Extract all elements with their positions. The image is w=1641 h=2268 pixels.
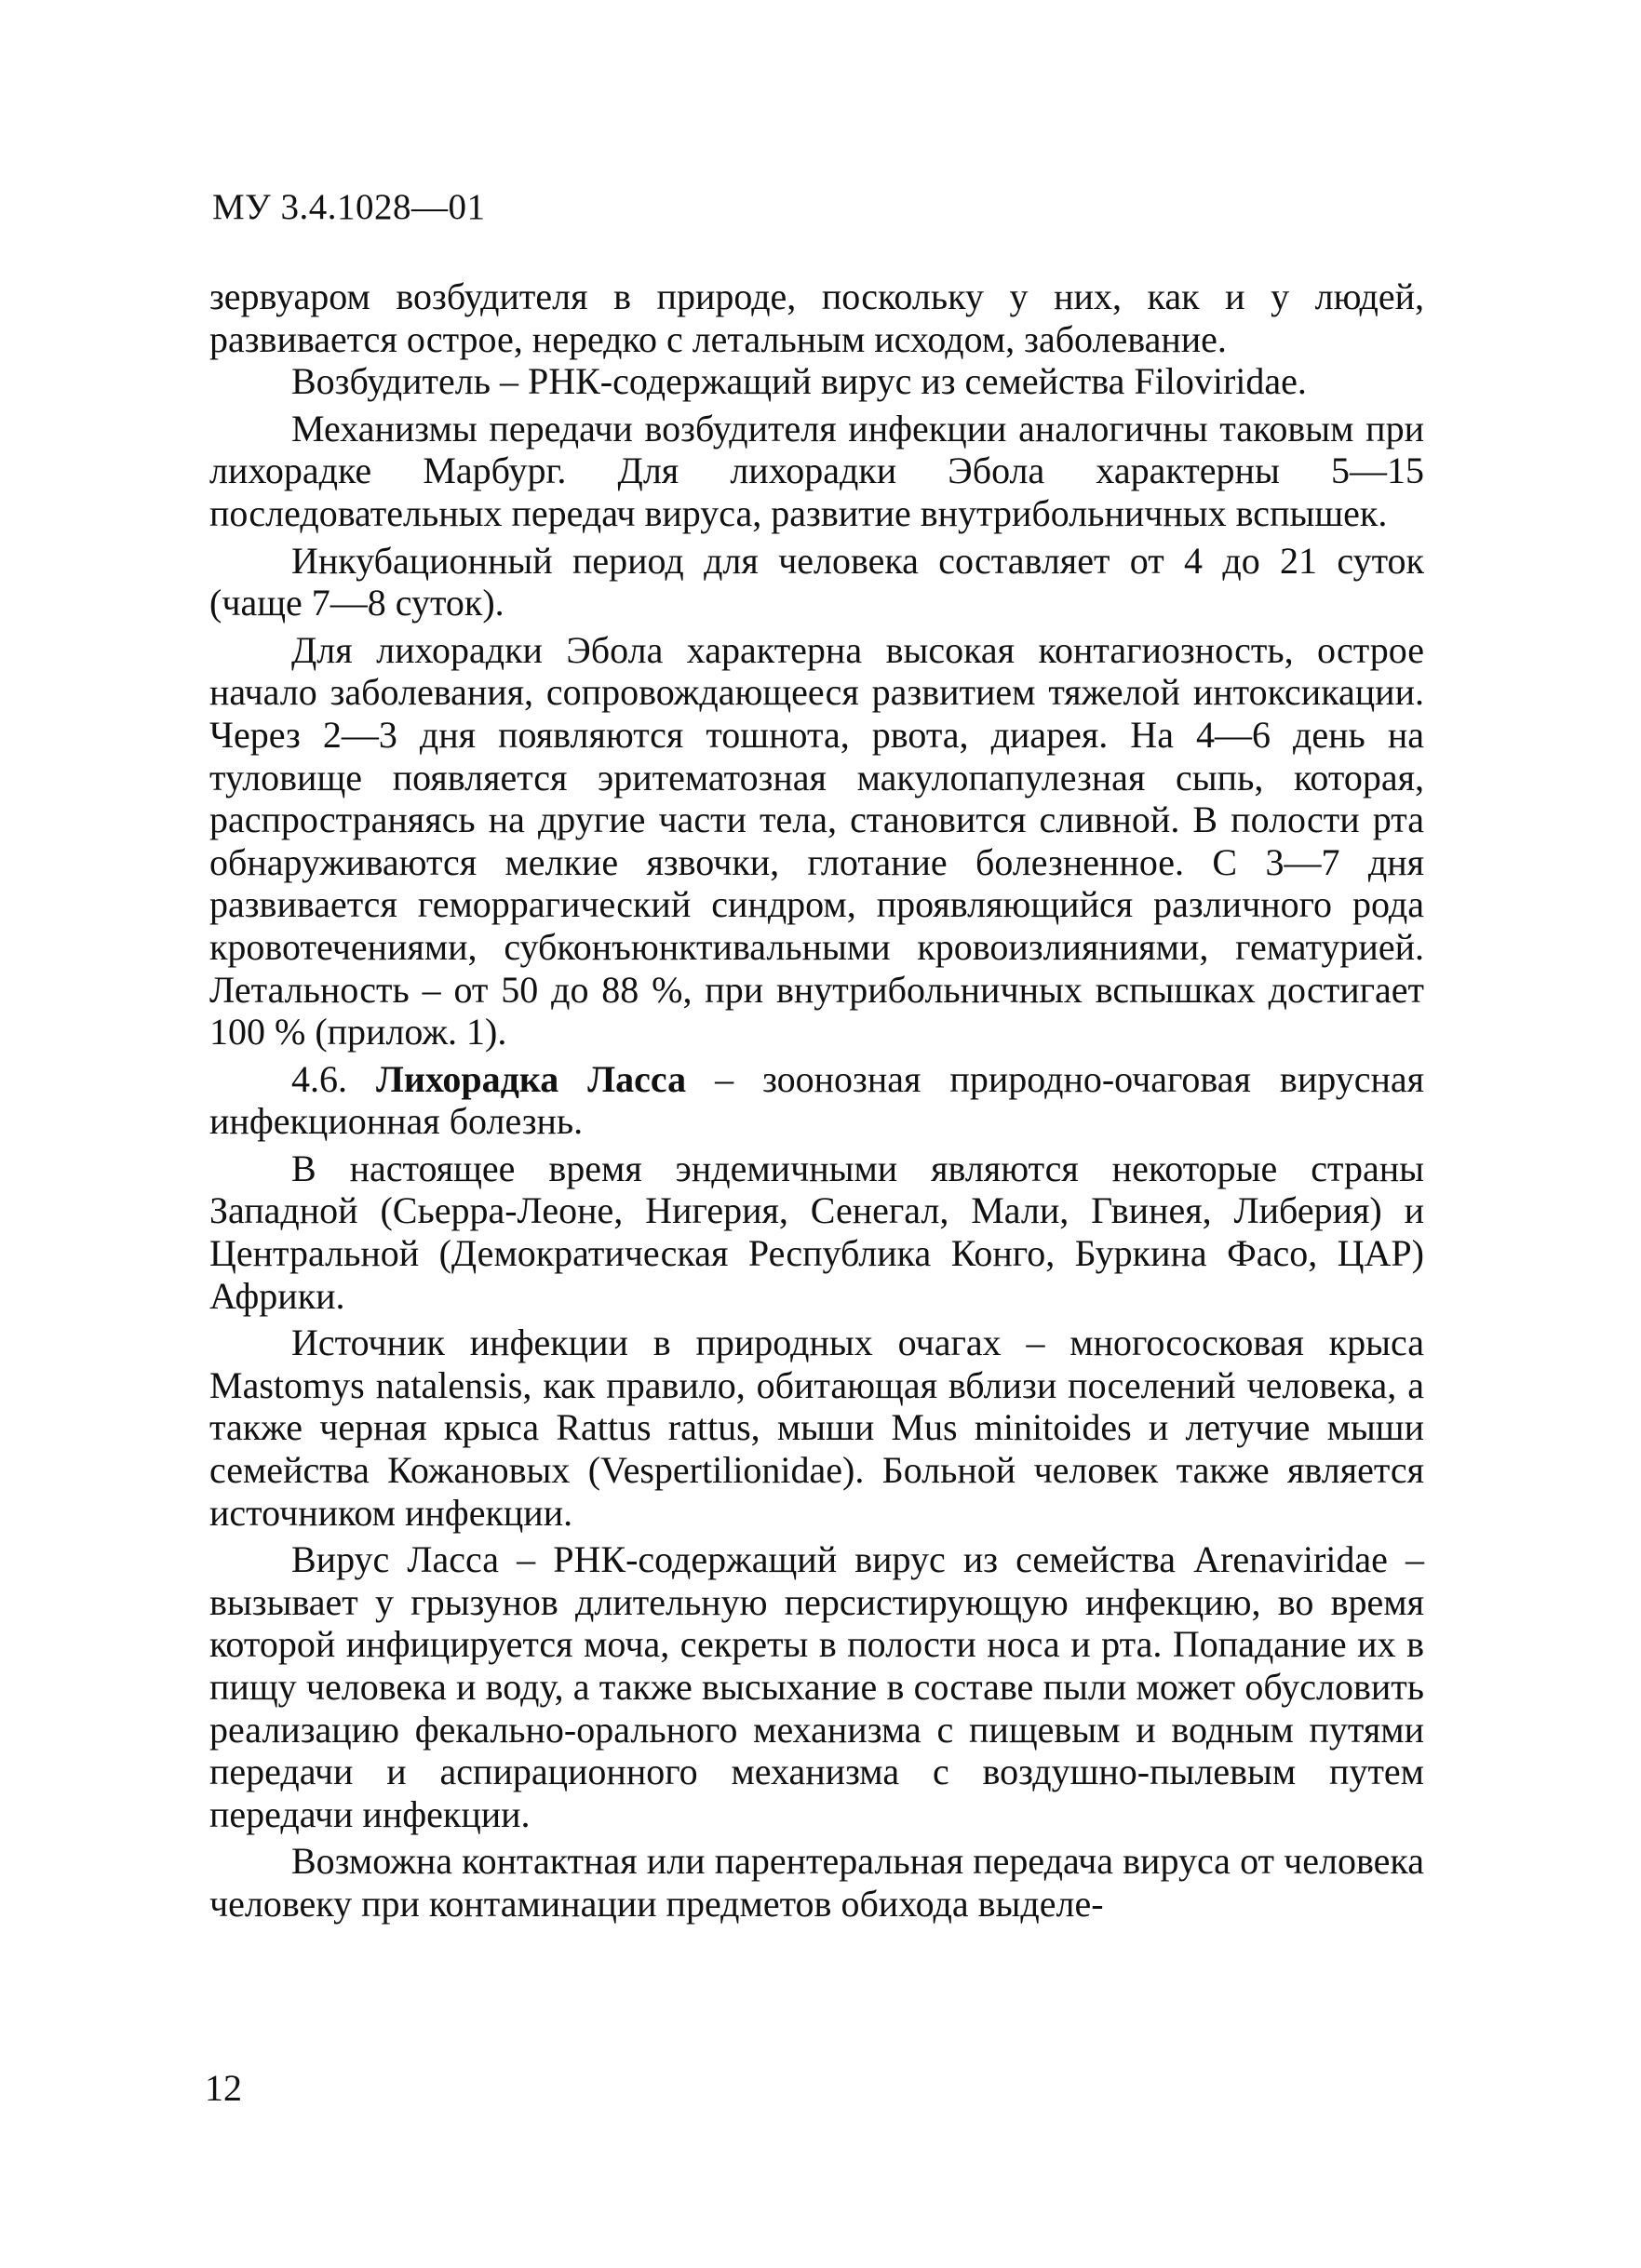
paragraph-endemic-countries: В настоящее время эндемичными являются некоторые страны Западной (Сьерра-Леоне, Нигерия, Сенегал, Мали, Гвинея, Либерия) и Центральной (Демократическая Республика Конго, Буркина Фасо, ЦАР) Африки. bbox=[209, 1147, 1424, 1317]
page-number: 12 bbox=[205, 2067, 242, 2109]
paragraph-continuation: зервуаром возбудителя в природе, поскольку у них, как и у людей, развивается острое, нередко с летальным исходом, заболевание. bbox=[209, 275, 1424, 360]
paragraph-transmission-ebola: Механизмы передачи возбудителя инфекции аналогичны таковым при лихорадке Марбург. Для лихорадки Эбола характерны 5—15 последовательных передач вируса, развитие внутрибольничных вспышек. bbox=[209, 407, 1424, 534]
section-term-lassa: Лихорадка Ласса bbox=[376, 1057, 687, 1100]
section-definition: – зоонозная природно-очаговая вирусная инфекционная болезнь. bbox=[209, 1057, 1425, 1143]
paragraph-infection-source: Источник инфекции в природных очагах – многососковая крыса Mastomys natalensis, как правило, обитающая вблизи поселений человека, а также черная крыса Rattus rattus, мыши Mus minitoides и летучие мыши семейства Кожановых (Vespertilionidae). Больной человек также является источником инфекции. bbox=[209, 1322, 1424, 1534]
document-code-header: МУ 3.4.1028—01 bbox=[212, 187, 486, 227]
paragraph-incubation-ebola: Инкубационный период для человека составляет от 4 до 21 суток (чаще 7—8 суток). bbox=[209, 539, 1424, 624]
paragraph-pathogen-ebola: Возбудитель – РНК-содержащий вирус из семейства Filoviridae. bbox=[291, 360, 1307, 403]
paragraph-section-4-6 bbox=[209, 1058, 1424, 1143]
document-body bbox=[209, 275, 1424, 1930]
paragraph-contact-transmission: Возможна контактная или парентеральная передача вируса от человека человеку при контаминации предметов обихода выделе- bbox=[209, 1840, 1424, 1925]
section-number: 4.6. bbox=[291, 1057, 347, 1100]
paragraph-lassa-virus: Вирус Ласса – РНК-содержащий вирус из семейства Arenaviridae – вызывает у грызунов длительную персистирующую инфекцию, во время которой инфицируется моча, секреты в полости носа и рта. Попадание их в пищу человека и воду, а также высыхание в составе пыли может обусловить реализацию фекально-орального механизма с пищевым и водным путями передачи и аспирационного механизма с воздушно-пылевым путем передачи инфекции. bbox=[209, 1538, 1424, 1835]
paragraph-clinical-ebola: Для лихорадки Эбола характерна высокая контагиозность, острое начало заболевания, сопровождающееся развитием тяжелой интоксикации. Через 2—3 дня появляются тошнота, рвота, диарея. На 4—6 день на туловище появляется эритематозная макулопапулезная сыпь, которая, распространяясь на другие части тела, становится сливной. В полости рта обнаруживаются мелкие язвочки, глотание болезненное. С 3—7 дня развивается геморрагический синдром, проявляющийся различного рода кровотечениями, субконъюнктивальными кровоизлияниями, гематурией. Летальность – от 50 до 88 %, при внутрибольничных вспышках достигает 100 % (прилож. 1). bbox=[209, 628, 1424, 1053]
